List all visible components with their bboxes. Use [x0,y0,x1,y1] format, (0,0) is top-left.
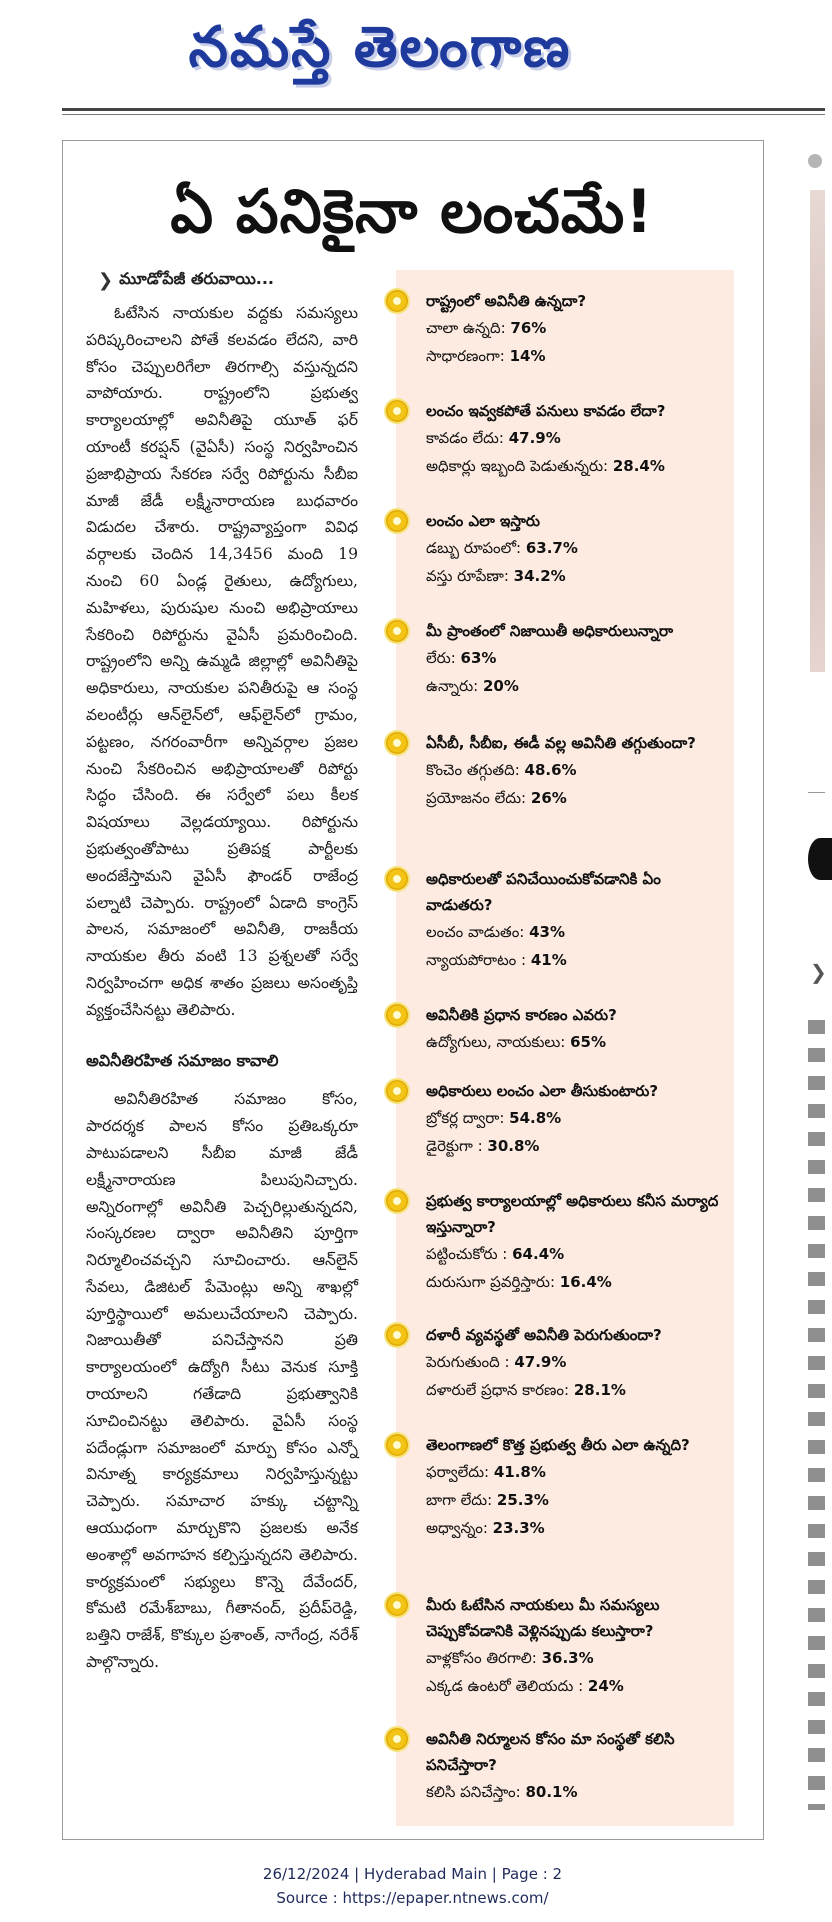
answer-percent: 34.2% [513,567,566,585]
answer-label: కావడం లేదు: [426,429,509,447]
survey-item [396,1432,734,1542]
answer-label: డబ్బు రూపంలో: [426,539,526,557]
adjacent-photo-edge [810,190,825,672]
survey-question: ప్రభుత్వ కార్యాలయాల్లో అధికారులు కనీస మర్యాద ఇస్తున్నారా? [426,1192,719,1236]
survey-answer [426,644,726,672]
bullet-dot-icon [386,400,408,422]
survey-question: లంచం ఇవ్వకపోతే పనులు కావడం లేదా? [426,402,666,420]
answer-percent: 76% [510,319,547,337]
adjacent-bullet [808,154,822,168]
survey-answer [426,946,726,974]
survey-answer [426,1240,726,1268]
survey-answer [426,918,726,946]
survey-item [396,1726,734,1806]
answer-percent: 63% [460,649,497,667]
answer-percent: 28.4% [612,457,665,475]
bullet-dot-icon [386,1728,408,1750]
answer-percent: 41% [530,951,567,969]
answer-percent: 41.8% [493,1463,546,1481]
continuation-text: మూడోపేజీ తరువాయి... [119,268,275,288]
answer-label: వాళ్లకోసం తిరగాలి: [426,1649,542,1667]
survey-item [396,618,734,700]
survey-answer [426,1672,726,1700]
survey-answer [426,672,726,700]
answer-percent: 23.3% [492,1519,545,1537]
survey-item [396,398,734,480]
survey-question: అధికారులతో పనిచేయించుకోవడానికి ఏం వాడుతరు? [426,870,661,914]
answer-label: చాలా ఉన్నది: [426,319,511,337]
answer-percent: 64.4% [512,1245,565,1263]
answer-label: కొంచెం తగ్గుతది: [426,761,525,779]
newspaper-logo: నమస్తే తెలంగాణ [188,14,572,80]
bullet-dot-icon [386,290,408,312]
answer-label: బాగా లేదు: [426,1491,497,1509]
survey-item [396,288,734,370]
adjacent-badge-edge [808,838,832,880]
page-footer [0,1862,825,1910]
answer-label: సాధారణంగా: [426,347,510,365]
article-body [86,300,358,1676]
answer-label: అధికార్లు ఇబ్బంది పెడుతున్నరు: [426,457,613,475]
survey-answer [426,1132,726,1160]
survey-question: లంచం ఎలా ఇస్తారు [426,512,540,530]
survey-item [396,866,734,974]
answer-percent: 14% [509,347,546,365]
survey-question: అవినీతి నిర్మూలన కోసం మా సంస్థతో కలిసి పనిచేస్తారా? [426,1730,675,1774]
answer-percent: 26% [530,789,567,807]
bullet-dot-icon [386,868,408,890]
answer-label: ప్రయోజనం లేదు: [426,789,531,807]
survey-answer [426,1028,726,1056]
article-subheading: అవినీతిరహిత సమాజం కావాలి [86,1050,279,1070]
answer-label: వస్తు రూపేణా: [426,567,514,585]
adjacent-text-column-edge [808,1020,825,1810]
survey-answer [426,1458,726,1486]
answer-label: ఫర్వాలేదు: [426,1463,494,1481]
article-paragraph: అవినీతిరహిత సమాజం కోసం, పారదర్శక పాలన కోసం ప్రతిఒక్కరూ పాటుపడాలని సీబీఐ మాజీ జేడీ లక్ష్మీనారాయణ పిలుపునిచ్చారు. అన్నిరంగాల్లో అవినీతి పెచ్చరిల్లుతున్నదని, సంస్కరణల ద్వారా అవినీతిని పూర్తిగా నిర్మూలించవచ్చని సూచించారు. ఆన్‌లైన్ సేవలు, డిజిటల్ పేమెంట్లు అన్ని శాఖల్లో పూర్తిస్థాయిలో అమలుచేయాలని చెప్పారు. నిజాయితీతో పనిచేస్తానని ప్రతి కార్యాలయంలో ఉద్యోగి సీటు వెనుక సూక్తి రాయాలని గతేడాది ప్రభుత్వానికి సూచించినట్టు తెలిపారు. వైఏసీ సంస్థ పదేండ్లుగా సమాజంలో మార్పు కోసం ఎన్నో వినూత్న కార్యక్రమాలు నిర్వహిస్తున్నట్టు చెప్పారు. సమాచార హక్కు చట్టాన్ని ఆయుధంగా మార్చుకొని ప్రజలకు అనేక అంశాల్లో అవగాహన కల్పిస్తున్నదని తెలిపారు. కార్యక్రమంలో సభ్యులు కొన్నె దేవేందర్, కోమటి రమేశ్‌బాబు, గీతానంద్, ప్రదీప్‌రెడ్డి, బత్తిని రాజేశ్, కొక్కుల ప్రశాంత్, నాగేంద్ర, నరేశ్ పాల్గొన్నారు. [86,1090,358,1672]
answer-percent: 48.6% [524,761,577,779]
survey-answer [426,1268,726,1296]
bullet-dot-icon [386,1434,408,1456]
answer-percent: 63.7% [525,539,578,557]
survey-item [396,1322,734,1404]
answer-percent: 16.4% [559,1273,612,1291]
survey-question: తెలంగాణలో కొత్త ప్రభుత్వ తీరు ఎలా ఉన్నది? [426,1436,690,1454]
answer-label: ఎక్కడ ఉంటరో తెలియదు : [426,1677,588,1695]
survey-answer [426,562,726,590]
answer-percent: 80.1% [525,1783,578,1801]
answer-percent: 65% [570,1033,606,1051]
answer-label: కలిసి పనిచేస్తాం: [426,1783,526,1801]
answer-label: అధ్వాన్నం: [426,1519,493,1537]
survey-item [396,1188,734,1296]
survey-answer [426,756,726,784]
answer-percent: 47.9% [508,429,561,447]
answer-label: డైరెక్టుగా : [426,1137,488,1155]
answer-label: దళారులే ప్రధాన కారణం: [426,1381,574,1399]
survey-answer [426,534,726,562]
answer-percent: 30.8% [487,1137,540,1155]
answer-percent: 28.1% [573,1381,626,1399]
survey-question: అవినీతికి ప్రధాన కారణం ఎవరు? [426,1006,617,1024]
answer-percent: 20% [482,677,519,695]
bullet-dot-icon [386,1324,408,1346]
answer-label: పట్టించుకోరు : [426,1245,513,1263]
answer-label: బ్రోకర్ల ద్వారా: [426,1109,510,1127]
survey-question: రాష్ట్రంలో అవినీతి ఉన్నదా? [426,292,587,310]
survey-results-panel [396,270,734,1826]
answer-label: న్యాయపోరాటం : [426,951,531,969]
continuation-line [98,268,274,292]
answer-percent: 36.3% [541,1649,594,1667]
answer-label: లంచం వాడుతం: [426,923,530,941]
chevron-right-icon: ❯ [810,960,827,984]
answer-percent: 24% [587,1677,624,1695]
survey-item [396,1078,734,1160]
bullet-dot-icon [386,1190,408,1212]
survey-answer [426,1644,726,1672]
masthead-rule-thin [62,114,825,115]
masthead-rule [62,108,825,111]
source-line[interactable]: Source : https://epaper.ntnews.com/ [276,1889,549,1907]
answer-label: దురుసుగా ప్రవర్తిస్తారు: [426,1273,560,1291]
survey-answer [426,1486,726,1514]
survey-answer [426,1348,726,1376]
answer-label: ఉద్యోగులు, నాయకులు: [426,1033,571,1051]
survey-item [396,730,734,812]
survey-question: దళారీ వ్యవస్థతో అవినీతి పెరుగుతుందా? [426,1326,662,1344]
answer-percent: 43% [529,923,566,941]
survey-answer [426,1778,726,1806]
survey-answer [426,342,726,370]
survey-answer [426,424,726,452]
survey-answer [426,1514,726,1542]
survey-answer [426,314,726,342]
adjacent-divider [808,792,825,793]
survey-answer [426,784,726,812]
bullet-dot-icon [386,1004,408,1026]
masthead [0,0,825,110]
survey-answer [426,452,726,480]
article-paragraph: ఓటేసిన నాయకుల వద్దకు సమస్యలు పరిష్కరించాలని పోతే కలవడం లేదని, వారి కోసం చెప్పులరిగేలా తిరగాల్సి వస్తున్నదని వాపోయారు. రాష్ట్రంలోని ప్రభుత్వ కార్యాలయాల్లో అవినీతిపై యూత్ ఫర్ యాంటీ కరప్షన్ (వైఏసీ) సంస్థ నిర్వహించిన ప్రజాభిప్రాయ సేకరణ సర్వే రిపోర్టును సీబీఐ మాజీ జేడీ లక్ష్మీనారాయణ బుధవారం విడుదల చేశారు. రాష్ట్రవ్యాప్తంగా వివిధ వర్గాలకు చెందిన 14,3456 మంది 19 నుంచి 60 ఏండ్ల రైతులు, ఉద్యోగులు, మహిళలు, పురుషుల నుంచి అభిప్రాయాలు సేకరించి రిపోర్టును వైఏసీ ప్రమరించింది. రాష్ట్రంలోని అన్ని ఉమ్మడి జిల్లాల్లో అవినీతిపై అధికారులు, నాయకుల పనితీరుపై ఆ సంస్థ వలంటీర్లు ఆన్‌లైన్‌లో, ఆఫ్‌లైన్‌లో గ్రామం, పట్టణం, నగరంవారీగా అన్నివర్గాల ప్రజల నుంచి సేకరించిన అభిప్రాయాలతో రిపోర్టు సిద్ధం చేసింది. ఈ సర్వేలో పలు కీలక విషయాలు వెల్లడయ్యాయి. రిపోర్టును ప్రభుత్వంతోపాటు ప్రతిపక్ష పార్టీలకు అందజేస్తామని వైఏసీ ఫౌండర్ రాజేంద్ర పల్నాటి చెప్పారు. రాష్ట్రంలో ఏడాది కాంగ్రెస్ పాలన, సమాజంలో అవినీతి, రాజకీయ నాయకుల తీరు వంటి 13 ప్రశ్నలతో సర్వే నిర్వహించగా అధిక శాతం ప్రజలు అసంతృప్తి వ్యక్తంచేసినట్టు తెలిపారు. [86,304,358,1019]
survey-item [396,508,734,590]
bullet-dot-icon [386,1594,408,1616]
answer-label: లేరు: [426,649,461,667]
bullet-dot-icon [386,620,408,642]
survey-item [396,1592,734,1700]
answer-label: పెరుగుతుంది : [426,1353,515,1371]
survey-question: ఏసీబీ, సీబీఐ, ఈడీ వల్ల అవినీతి తగ్గుతుందా? [426,734,696,752]
survey-question: మీ ప్రాంతంలో నిజాయితీ అధికారులున్నారా [426,622,674,640]
article-headline: ఏ పనికైనా లంచమే! [170,177,654,247]
survey-answer [426,1376,726,1404]
survey-answer [426,1104,726,1132]
answer-percent: 47.9% [514,1353,567,1371]
bullet-dot-icon [386,732,408,754]
bullet-dot-icon [386,510,408,532]
bullet-dot-icon [386,1080,408,1102]
answer-label: ఉన్నారు: [426,677,483,695]
chevron-right-icon: ❯ [98,269,114,291]
survey-question: మీరు ఓటేసిన నాయకులు మీ సమస్యలు చెప్పుకోవడానికి వెళ్లినప్పుడు కలుస్తారా? [426,1596,660,1640]
edition-line: 26/12/2024 | Hyderabad Main | Page : 2 [262,1865,563,1883]
answer-percent: 54.8% [509,1109,562,1127]
answer-percent: 25.3% [496,1491,549,1509]
survey-item [396,1002,734,1056]
survey-question: అధికారులు లంచం ఎలా తీసుకుంటారు? [426,1082,659,1100]
